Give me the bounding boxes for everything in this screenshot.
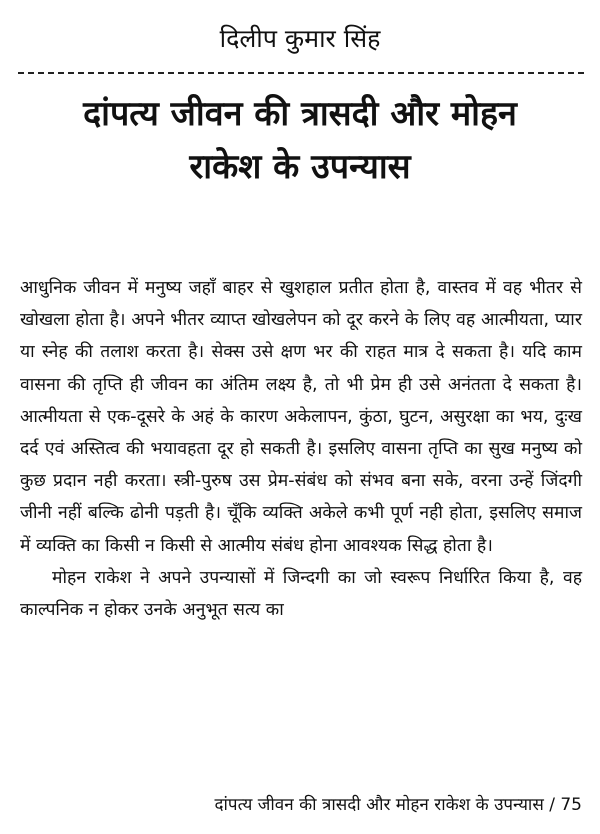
chapter-title (20, 88, 580, 194)
author-name: दिलीप कुमार सिंह (219, 24, 381, 53)
dashed-divider (18, 72, 584, 74)
body-text (20, 272, 582, 626)
chapter-title-line-1: दांपत्य जीवन की त्रासदी और मोहन (83, 94, 517, 134)
paragraph-1: आधुनिक जीवन में मनुष्य जहाँ बाहर से खुशहाल प्रतीत होता है, वास्तव में वह भीतर से खोखला होता है। अपने भीतर व्याप्त खोखलेपन को दूर करने के लिए वह आत्मीयता, प्यार या स्नेह की तलाश करता है। सेक्स उसे क्षण भर की राहत मात्र दे सकता है। यदि काम वासना की तृप्ति ही जीवन का अंतिम लक्ष्य है, तो भी प्रेम ही उसे अनंतता दे सकता है। आत्मीयता से एक-दूसरे के अहं के कारण अकेलापन, कुंठा, घुटन, असुरक्षा का भय, दुःख दर्द एवं अस्तित्व की भयावहता दूर हो सकती है। इसलिए वासना तृप्ति का सुख मनुष्य को कुछ प्रदान नही करता। स्त्री-पुरुष उस प्रेम-संबंध को संभव बना सके, वरना उन्हें जिंदगी जीनी नहीं बल्कि ढोनी पड़ती है। चूँकि व्यक्ति अकेले कभी पूर्ण नही होता, इसलिए समाज में व्यक्ति का किसी न किसी से आत्मीय संबंध होना आवश्यक सिद्ध होता है। (20, 278, 582, 556)
paragraph-2: मोहन राकेश ने अपने उपन्यासों में जिन्दगी का जो स्वरूप निर्धारित किया है, वह काल्पनिक न होकर उनके अनुभूत सत्य का (20, 567, 582, 621)
chapter-title-line-2: राकेश के उपन्यास (189, 147, 411, 187)
running-footer: दांपत्य जीवन की त्रासदी और मोहन राकेश के उपन्यास / 75 (214, 795, 582, 815)
